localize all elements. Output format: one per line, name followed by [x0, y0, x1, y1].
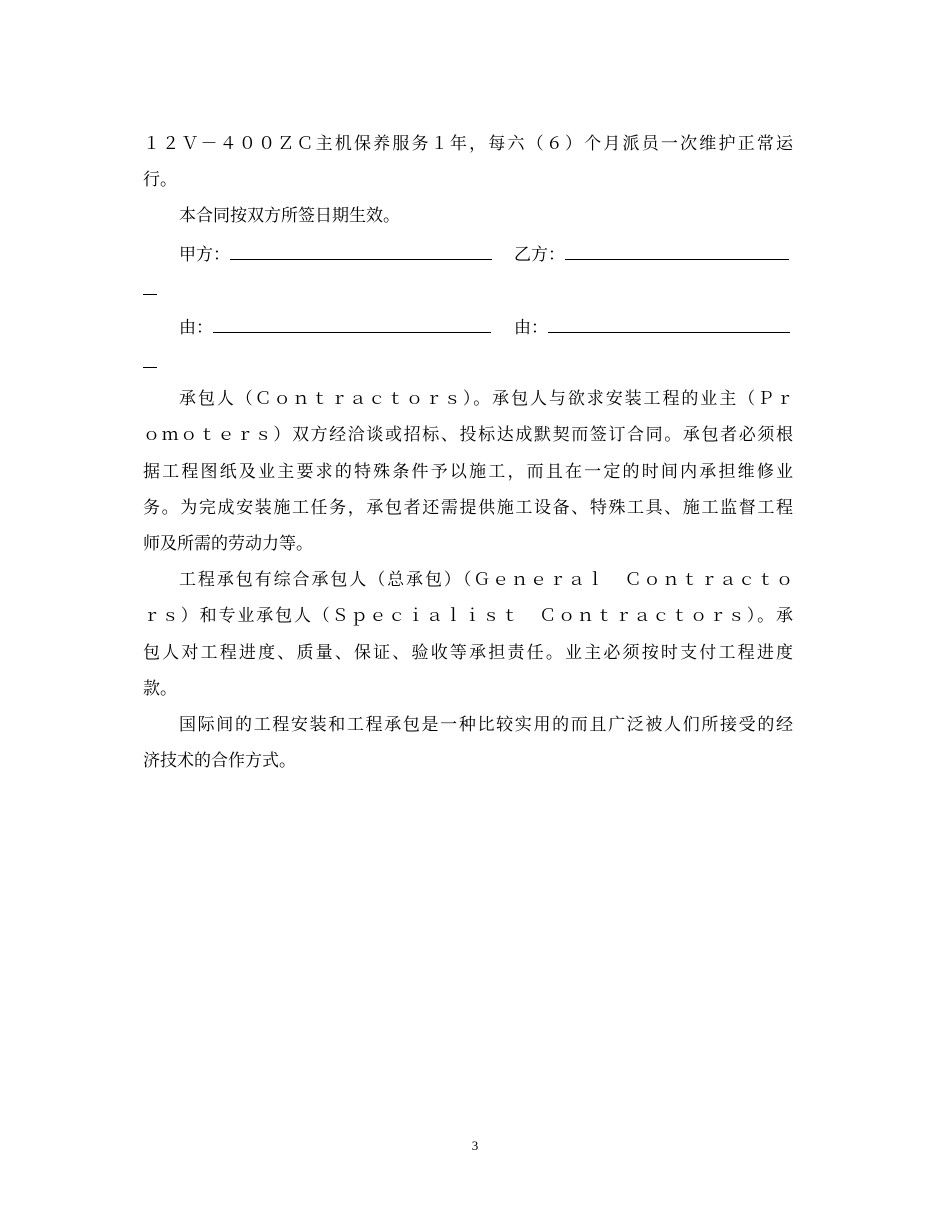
- body-text-line: 承包人（Ｃｏｎｔｒａｃｔｏｒｓ）。承包人与欲求安装工程的业主（Ｐｒ: [179, 389, 793, 409]
- body-text-line: 行。: [143, 170, 177, 190]
- body-text-line: 款。: [143, 679, 177, 699]
- body-text-line: 工程承包有综合承包人（总承包）（Ｇｅｎｅｒａｌ Ｃｏｎｔｒａｃｔｏ: [179, 570, 793, 590]
- body-text-line: 本合同按双方所签日期生效。: [179, 206, 400, 226]
- signature-row-party-b: [514, 244, 789, 265]
- body-text-line: 据工程图纸及业主要求的特殊条件予以施工，而且在一定的时间内承担维修业: [143, 462, 793, 482]
- body-text-line: 师及所需的劳动力等。: [143, 534, 313, 554]
- page-number: 3: [471, 1138, 479, 1153]
- body-text-line: ｒｓ）和专业承包人（Ｓｐｅｃｉａｌｉｓｔ Ｃｏｎｔｒａｃｔｏｒｓ）。承: [143, 606, 793, 626]
- body-text-line: 务。为完成安装施工任务，承包者还需提供施工设备、特殊工具、施工监督工程: [143, 498, 793, 518]
- body-text-line: ｏｍｏｔｅｒｓ）双方经洽谈或招标、投标达成默契而签订合同。承包者必须根: [143, 425, 793, 445]
- body-text-line: １２Ｖ－４００ＺＣ主机保养服务１年，每六（６）个月派员一次维护正常运: [143, 134, 793, 154]
- party-a-signature-line: [230, 244, 492, 260]
- signature-row-by: [179, 317, 491, 338]
- body-text-line: 包人对工程进度、质量、保证、验收等承担责任。业主必须按时支付工程进度: [143, 643, 793, 663]
- party-a-label: 甲方：: [179, 245, 230, 265]
- body-text-line: 国际间的工程安装和工程承包是一种比较实用的而且广泛被人们所接受的经: [179, 715, 793, 735]
- signature-row-by-b: [514, 317, 790, 338]
- body-text-line: 济技术的合作方式。: [143, 751, 296, 771]
- signature-line-wrap: [143, 280, 157, 300]
- by-b-signature-line: [548, 317, 790, 333]
- signature-row-party: [179, 244, 492, 265]
- party-b-signature-line: [565, 244, 789, 260]
- signature-line-wrap: [143, 353, 157, 373]
- party-b-label: 乙方：: [514, 245, 565, 265]
- by-b-label: 由：: [514, 318, 548, 338]
- by-a-signature-line: [213, 317, 491, 333]
- by-a-label: 由：: [179, 318, 213, 338]
